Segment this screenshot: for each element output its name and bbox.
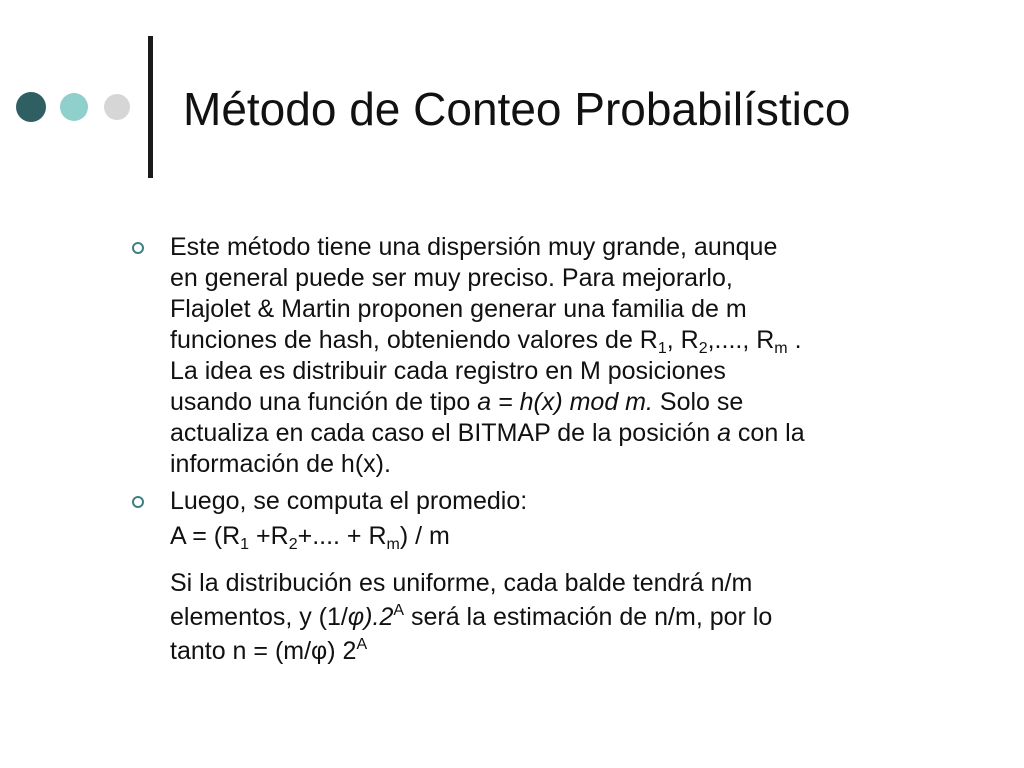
text-line: información de h(x). [170, 450, 391, 478]
text-line: en general puede ser muy preciso. Para mejorarlo, [170, 264, 733, 292]
teal-dot-decoration [60, 93, 88, 121]
grey-dot-decoration [104, 94, 130, 120]
text-line: Si la distribución es uniforme, cada balde tendrá n/m [170, 569, 753, 597]
text-line: Este método tiene una dispersión muy grande, aunque [170, 233, 778, 261]
text-line: Luego, se computa el promedio: [170, 487, 528, 515]
ring-bullet-icon [132, 242, 144, 254]
dark-dot-decoration [16, 92, 46, 122]
ring-bullet-icon [132, 496, 144, 508]
slide-content [130, 232, 910, 668]
text-line: elementos, y $(1/\varphi).2^A$ será la estimación de n/m, por lo [170, 602, 773, 631]
estimation-paragraph [170, 566, 910, 668]
bullet-item-1 [130, 232, 910, 480]
title-divider-bar [148, 36, 153, 178]
average-formula: $A = (R_1 +R_2+$.... + $R_m$) / m [170, 522, 450, 553]
bullet-item-2 [130, 486, 910, 668]
text-line: Flajolet & Martin proponen generar una familia de m [170, 295, 747, 323]
text-line: actualiza en cada caso el BITMAP de la posición a con la [170, 419, 805, 447]
slide-title: Método de Conteo Probabilístico [183, 83, 851, 135]
text-line: funciones de hash, obteniendo valores de $R_1$, $R_2$,...., $R_m$ . [170, 326, 802, 357]
text-line: tanto n = (m/φ) $2^A$ [170, 636, 368, 665]
text-line: La idea es distribuir cada registro en M posiciones [170, 357, 726, 385]
text-line: usando una función de tipo a = h(x) mod m. Solo se [170, 388, 744, 416]
